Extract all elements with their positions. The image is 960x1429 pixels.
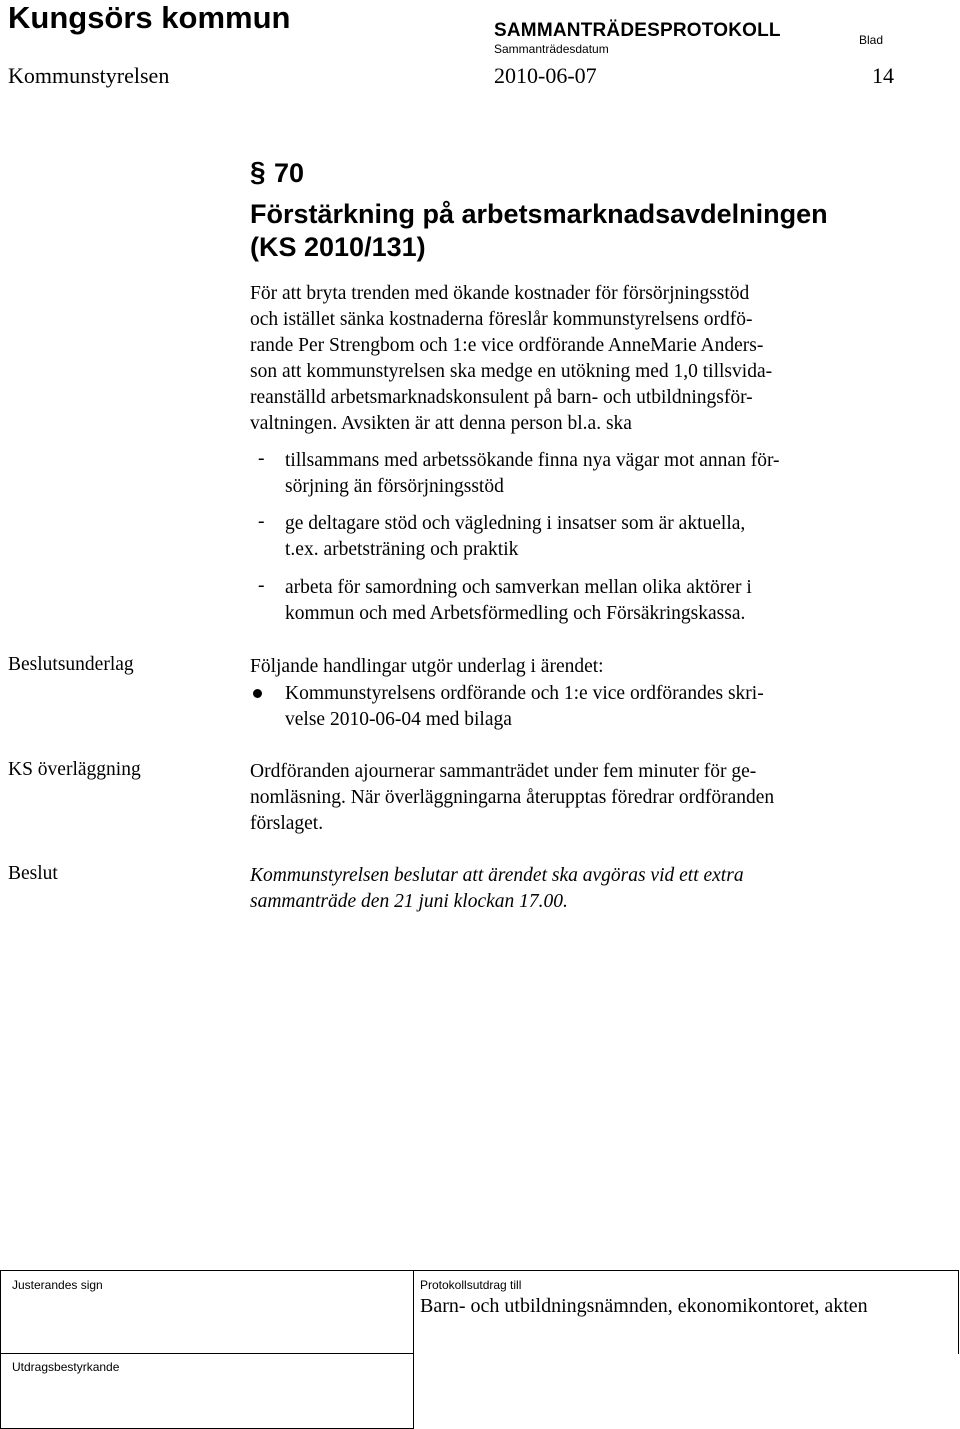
utdragsbestyrkande-box <box>0 1353 414 1429</box>
overlaggning-label: KS överläggning <box>8 759 141 780</box>
beslutsunderlag-intro: Följande handlingar utgör underlag i ärendet: <box>250 656 604 677</box>
bullet-icon <box>253 689 262 698</box>
text-line: För att bryta trenden med ökande kostnader för försörjningsstöd <box>250 283 750 304</box>
text-line: arbeta för samordning och samverkan mellan olika aktörer i <box>285 577 752 598</box>
section-number: 70 <box>274 158 305 188</box>
meeting-date-label: Sammanträdesdatum <box>494 42 609 56</box>
overlaggning-text <box>250 759 774 837</box>
municipality-name: Kungsörs kommun <box>8 0 291 35</box>
list-item <box>285 511 745 563</box>
text-line: sammanträde den 21 juni klockan 17.00. <box>250 891 568 912</box>
section-title-line1: Förstärkning på arbetsmarknadsavdelningen <box>250 199 828 229</box>
justerandes-sign-label: Justerandes sign <box>12 1278 103 1292</box>
protokollsutdrag-label: Protokollsutdrag till <box>420 1278 522 1292</box>
utdragsbestyrkande-label: Utdragsbestyrkande <box>12 1360 120 1374</box>
text-line: kommun och med Arbetsförmedling och Försäkringskassa. <box>285 603 746 624</box>
list-dash: - <box>258 511 265 532</box>
section-symbol: § <box>250 156 266 187</box>
text-line: ge deltagare stöd och vägledning i insatser som är aktuella, <box>285 513 746 534</box>
text-line: och istället sänka kostnaderna föreslår kommunstyrelsens ordfö- <box>250 309 753 330</box>
text-line: förslaget. <box>250 813 324 834</box>
text-line: rande Per Strengbom och 1:e vice ordförande AnneMarie Anders- <box>250 335 764 356</box>
list-dash: - <box>258 575 265 596</box>
section-title-line2: (KS 2010/131) <box>250 232 426 262</box>
text-line: valtningen. Avsikten är att denna person bl.a. ska <box>250 413 632 434</box>
text-line: nomläsning. När överläggningarna återupptas föredrar ordföranden <box>250 787 775 808</box>
beslutsunderlag-label: Beslutsunderlag <box>8 654 134 675</box>
protocol-title: SAMMANTRÄDESPROTOKOLL <box>494 20 781 41</box>
justerandes-sign-box <box>0 1270 414 1354</box>
text-line: Ordföranden ajournerar sammanträdet under fem minuter för ge- <box>250 761 757 782</box>
text-line: t.ex. arbetsträning och praktik <box>285 539 519 560</box>
protokollsutdrag-recipients: Barn- och utbildningsnämnden, ekonomikontoret, akten <box>420 1295 868 1317</box>
page-number: 14 <box>872 63 894 88</box>
text-line: reanställd arbetsmarknadskonsulent på barn- och utbildningsför- <box>250 387 753 408</box>
text-line: Kommunstyrelsens ordförande och 1:e vice ordförandes skri- <box>285 683 764 704</box>
text-line: son att kommunstyrelsen ska medge en utökning med 1,0 tillsvida- <box>250 361 773 382</box>
beslut-label: Beslut <box>8 863 58 884</box>
text-line: tillsammans med arbetssökande finna nya vägar mot annan för- <box>285 450 780 471</box>
page-label: Blad <box>859 33 884 47</box>
protokollsutdrag-box <box>412 1270 959 1354</box>
text-line: sörjning än försörjningsstöd <box>285 476 504 497</box>
committee-name: Kommunstyrelsen <box>8 63 170 88</box>
intro-paragraph <box>250 281 772 437</box>
list-dash: - <box>258 448 265 469</box>
meeting-date: 2010-06-07 <box>494 63 597 88</box>
text-line: velse 2010-06-04 med bilaga <box>285 709 512 730</box>
list-item <box>285 448 780 500</box>
beslut-text <box>250 863 744 915</box>
list-item <box>285 681 764 733</box>
text-line: Kommunstyrelsen beslutar att ärendet ska avgöras vid ett extra <box>250 865 744 886</box>
list-item <box>285 575 752 627</box>
